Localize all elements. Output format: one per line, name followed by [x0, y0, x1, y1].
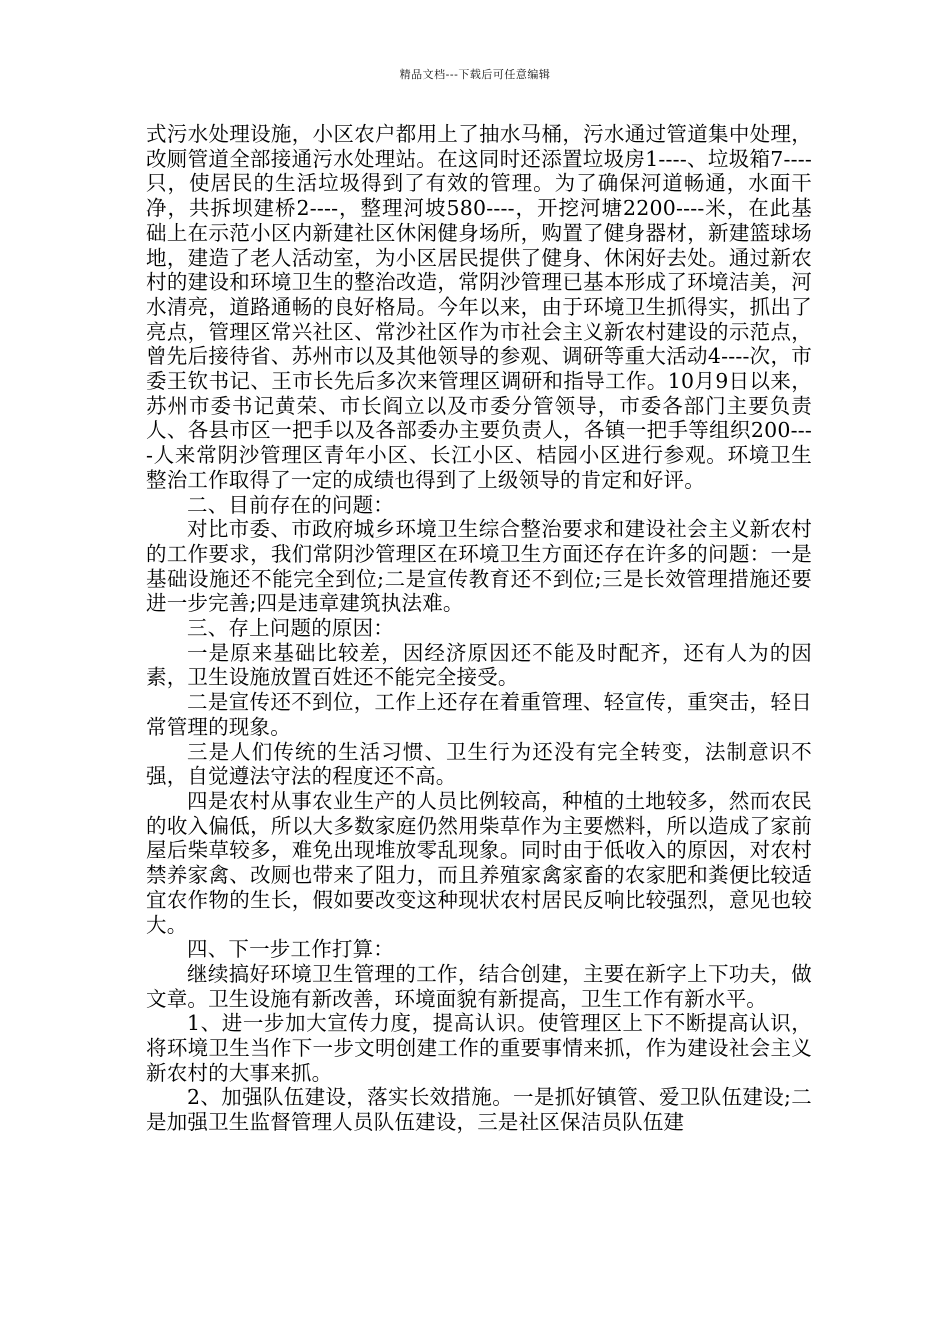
- paragraph-cause-one: 一是原来基础比较差，因经济原因还不能及时配齐，还有人为的因素，卫生设施放置百姓还不能完全接受。: [146, 640, 812, 690]
- paragraph-problems-list: 对比市委、市政府城乡环境卫生综合整治要求和建设社会主义新农村的工作要求，我们常阴沙管理区在环境卫生方面还存在许多的问题：一是基础设施还不能完全到位;二是宣传教育还不到位;三是长效管理措施还要进一步完善;四是违章建筑执法难。: [146, 517, 812, 616]
- paragraph-step-one: 1、进一步加大宣传力度，提高认识。使管理区上下不断提高认识，将环境卫生当作下一步文明创建工作的重要事情来抓，作为建设社会主义新农村的大事来抓。: [146, 1011, 812, 1085]
- heading-problem-causes: 三、存上问题的原因：: [187, 616, 394, 641]
- document-body: [146, 122, 812, 1135]
- paragraph-sanitation-achievements: 式污水处理设施，小区农户都用上了抽水马桶，污水通过管道集中处理，改厕管道全部接通污水处理站。在这同时还添置垃圾房1----、垃圾箱7----只，使居民的生活垃圾得到了有效的管理。为了确保河道畅通，水面干净，共拆坝建桥2----，整理河坡580----，开挖河塘2200----米，在此基础上在示范小区内新建社区休闲健身场所，购置了健身器材，新建篮球场地，建造了老人活动室，为小区居民提供了健身、休闲好去处。通过新农村的建设和环境卫生的整治改造，常阴沙管理已基本形成了环境洁美，河水清亮，道路通畅的良好格局。今年以来，由于环境卫生抓得实，抓出了亮点，管理区常兴社区、常沙社区作为市社会主义新农村建设的示范点，曾先后接待省、苏州市以及其他领导的参观、调研等重大活动4----次，市委王钦书记、王市长先后多次来管理区调研和指导工作。10月9日以来，苏州市委书记黄荣、市长阎立以及市委分管领导，市委各部门主要负责人、各县市区一把手以及各部委办主要负责人，各镇一把手等组织200----人来常阴沙管理区青年小区、长江小区、桔园小区进行参观。环境卫生整治工作取得了一定的成绩也得到了上级领导的肯定和好评。: [146, 122, 812, 492]
- paragraph-next-steps-intro: 继续搞好环境卫生管理的工作，结合创建，主要在新字上下功夫，做文章。卫生设施有新改善，环境面貌有新提高，卫生工作有新水平。: [146, 961, 812, 1011]
- page-header: 精品文档---下载后可任意编辑: [399, 68, 551, 81]
- heading-next-steps: 四、下一步工作打算：: [187, 937, 394, 962]
- paragraph-cause-two: 二是宣传还不到位，工作上还存在着重管理、轻宣传，重突击，轻日常管理的现象。: [146, 690, 812, 739]
- paragraph-step-two: 2、加强队伍建设，落实长效措施。一是抓好镇管、爱卫队伍建设;二是加强卫生监督管理人员队伍建设，三是社区保洁员队伍建: [146, 1085, 812, 1135]
- heading-current-problems: 二、目前存在的问题：: [187, 492, 394, 517]
- paragraph-cause-three: 三是人们传统的生活习惯、卫生行为还没有完全转变，法制意识不强，自觉遵法守法的程度还不高。: [146, 739, 812, 789]
- paragraph-cause-four: 四是农村从事农业生产的人员比例较高，种植的土地较多，然而农民的收入偏低，所以大多数家庭仍然用柴草作为主要燃料，所以造成了家前屋后柴草较多，难免出现堆放零乱现象。同时由于低收入的原因，对农村禁养家禽、改厕也带来了阻力，而且养殖家禽家畜的农家肥和粪便比较适宜农作物的生长，假如要改变这种现状农村居民反响比较强烈，意见也较大。: [146, 788, 812, 937]
